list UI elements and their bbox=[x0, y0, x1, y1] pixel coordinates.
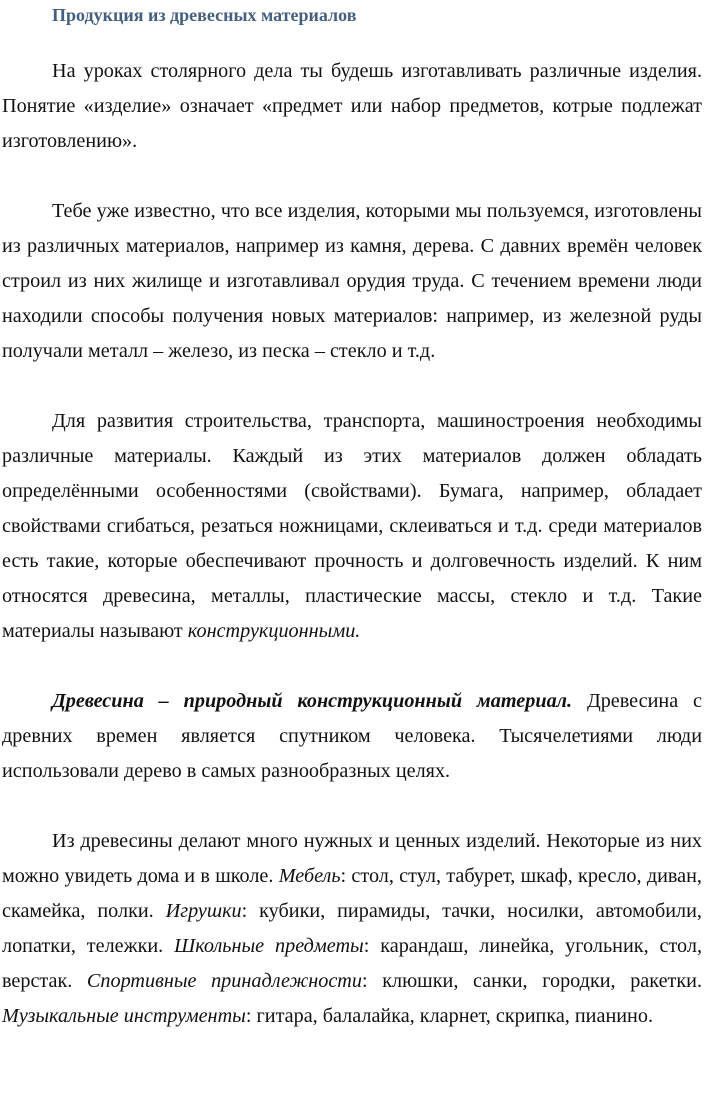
group-name-school: Школьные предметы bbox=[174, 935, 364, 957]
group-items-sport: : клюшки, санки, городки, ракетки. bbox=[361, 970, 703, 992]
group-items-toys: : кубики, пирамиды, тачки, носилки, автомобили, лопатки, тележки. bbox=[2, 900, 702, 957]
group-name-music: Музыкальные инструменты bbox=[2, 1005, 246, 1027]
paragraph-wood bbox=[2, 684, 702, 789]
group-items-music: : гитара, балалайка, кларнет, скрипка, пианино. bbox=[245, 1005, 653, 1027]
group-items-furniture: : стол, стул, табурет, шкаф, кресло, диван, скамейка, полки. bbox=[2, 865, 702, 922]
group-name-furniture: Мебель bbox=[278, 865, 341, 887]
group-items-school: : карандаш, линейка, угольник, стол, верстак. bbox=[2, 935, 702, 992]
group-name-toys: Игрушки bbox=[165, 900, 242, 922]
emphasis-term: конструкционными. bbox=[187, 620, 361, 642]
paragraph-wood-products bbox=[2, 824, 702, 1034]
paragraph-intro: На уроках столярного дела ты будешь изготавливать различные изделия. Понятие «изделие» означает «предмет или набор предметов, котрые подлежат изготовлению». bbox=[2, 60, 702, 152]
paragraph-text: Из древесины делают много нужных и ценных изделий. Некоторые из них можно увидеть дома и в школе. bbox=[2, 830, 702, 887]
paragraph-materials-history: Тебе уже известно, что все изделия, которыми мы пользуемся, изготовлены из различных материалов, например из камня, дерева. С давних времён человек строил из них жилище и изготавливал орудия труда. С течением времени люди находили способы получения новых материалов: например, из железной руды получали металл – железо, из песка – стекло и т.д. bbox=[2, 200, 702, 362]
group-name-sport: Спортивные принадлежности bbox=[86, 970, 362, 992]
paragraph-text: Для развития строительства, транспорта, машиностроения необходимы различные материалы. Каждый из этих материалов должен обладать определёнными особенностями (свойствами). Бумага, например, обладает свойствами сгибаться, резаться ножницами, склеиваться и т.д. среди материалов есть такие, которые обеспечивают прочность и долговечность изделий. К ним относятся древесина, металлы, пластические массы, стекло и т.д. Такие материалы называют bbox=[2, 410, 702, 642]
page-title: Продукция из древесных материалов bbox=[52, 5, 357, 25]
paragraph-text: Древесина с древних времен является спутником человека. Тысячелетиями люди использовали дерево в самых разнообразных целях. bbox=[2, 690, 702, 782]
lead-sentence: Древесина – природный конструкционный материал. bbox=[52, 690, 573, 712]
paragraph-construction-materials bbox=[2, 404, 702, 649]
